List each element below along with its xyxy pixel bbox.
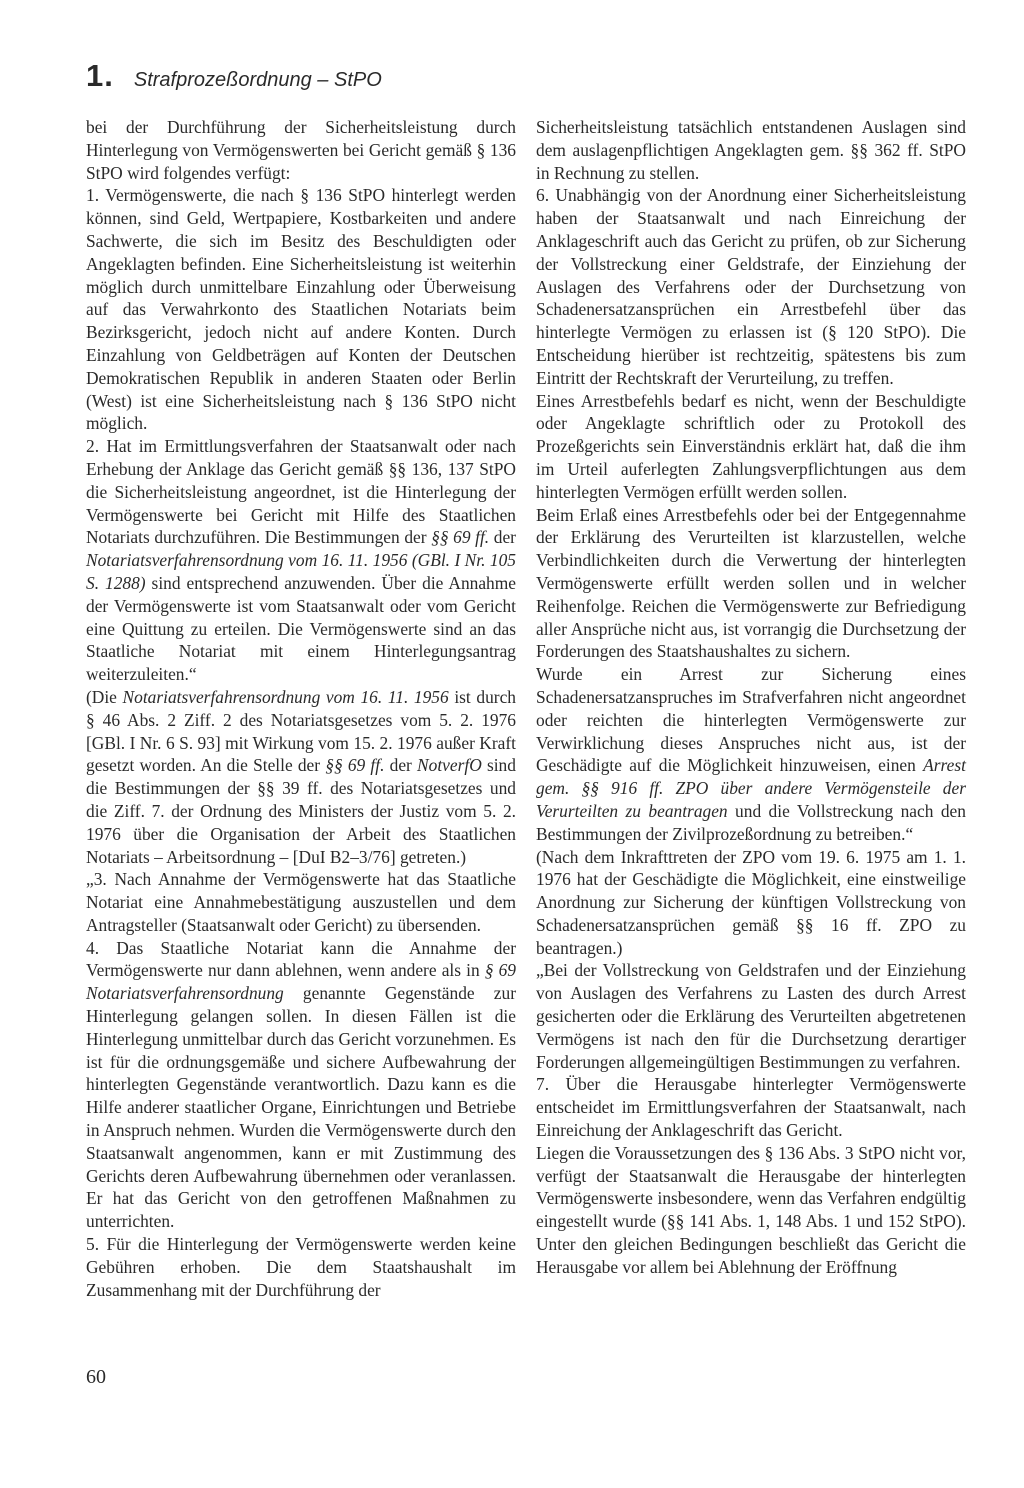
paragraph: 6. Unabhängig von der Anordnung einer Sicherheitsleistung haben der Staatsanwalt und nach Einreichung der Anklageschrift auch das Gericht zu prüfen, ob zur Sicherung der Vollstreckung einer Geldstrafe, der Einziehung der Auslagen des Verfahrens oder der Durchsetzung von Schadenersatzansprüchen ein Arrestbefehl über das hinterlegte Vermögen zu erlassen ist (§ 120 StPO). Die Entscheidung hierüber ist rechtzeitig, spätestens bis zum Eintritt der Rechtskraft der Verurteilung, zu treffen. bbox=[536, 185, 966, 388]
paragraph: Eines Arrestbefehls bedarf es nicht, wenn der Beschuldigte oder Angeklagte schriftlich oder zu Protokoll des Prozeßgerichts sein Einverständnis erklärt hat, daß die ihm im Urteil auferlegten Zahlungsverpflichtungen aus dem hinterlegten Vermögen erfüllt werden sollen. bbox=[536, 390, 966, 502]
italic-run: §§ 69 ff. bbox=[431, 527, 490, 548]
text-run: und die Vollstreckung nach den Bestimmungen der Zivilprozeßordnung zu betreiben.“ bbox=[536, 800, 966, 844]
page-number: 60 bbox=[86, 1366, 106, 1388]
chapter-title: Strafprozeßordnung – StPO bbox=[133, 69, 382, 91]
paragraph bbox=[86, 686, 516, 868]
text-run: der bbox=[493, 527, 516, 548]
left-column bbox=[86, 116, 516, 1301]
italic-run: Arrest gem. §§ 916 ff. ZPO über andere Vermögensteile der Verurteilten zu beantragen bbox=[536, 755, 966, 821]
text-run: Wurde ein Arrest zur Sicherung eines Schadenersatzanspruches im Strafverfahren nicht angeordnet oder reichten die hinterlegten Vermögenswerte zur Verwirklichung dieses Anspruches nicht aus, ist der Geschädigte auf die Möglichkeit hinzuweisen, einen bbox=[536, 664, 966, 776]
text-run: genannte Gegenstände zur Hinterlegung gelangen sollen. In diesen Fällen ist die Hinterlegung unmittelbar durch das Gericht vorzunehmen. Es ist für die ordnungsgemäße und sichere Aufbewahrung der hinterlegten Gegenstände verantwortlich. Dazu kann es die Hilfe anderer staatlicher Organe, Einrichtungen und Betriebe in Anspruch nehmen. Wurden die Vermögenswerte durch den Staatsanwalt angenommen, kann er mit Zustimmung des Gerichts deren Aufbewahrung übernehmen oder veranlassen. Er hat das Gericht von den getroffenen Maßnahmen zu unterrichten. bbox=[86, 983, 516, 1232]
text-run: der bbox=[389, 755, 412, 776]
running-header bbox=[86, 58, 382, 94]
paragraph: (Nach dem Inkrafttreten der ZPO vom 19. 6. 1975 am 1. 1. 1976 hat der Geschädigte die Möglichkeit, eine einstweilige Anordnung zur Sicherung der künftigen Vollstreckung von Schadenersatzansprüchen gemäß §§ 16 ff. ZPO zu beantragen.) bbox=[536, 846, 966, 958]
paragraph: „Bei der Vollstreckung von Geldstrafen und der Einziehung von Auslagen des Verfahrens zu Lasten des durch Arrest gesicherten oder die Erklärung des Verurteilten abgetretenen Vermögens ist nach den für die Durchsetzung derartiger Forderungen allgemeingültigen Bestimmungen zu verfahren. bbox=[536, 960, 966, 1072]
text-run: sind entsprechend anzuwenden. Über die Annahme der Vermögenswerte ist vom Staatsanwalt oder vom Gericht eine Quittung zu erteilen. Die Vermögenswerte sind an das Staatliche Notariat mit einem Hinterlegungsantrag weiterzuleiten.“ bbox=[86, 572, 516, 685]
paragraph: Sicherheitsleistung tatsächlich entstandenen Auslagen sind dem auslagenpflichtigen Angeklagten gem. §§ 362 ff. StPO in Rechnung zu stellen. bbox=[536, 117, 966, 183]
chapter-number: 1. bbox=[86, 58, 114, 93]
paragraph: Beim Erlaß eines Arrestbefehls oder bei der Entgegennahme der Erklärung des Verurteilten ist klarzustellen, welche Verbindlichkeiten durch die Verwertung der hinterlegten Vermögenswerte erfüllt werden sollen und in welcher Reihenfolge. Reichen die Vermögenswerte zur Befriedigung aller Ansprüche nicht aus, ist vorrangig die Durchsetzung der Forderungen des Staatshaushaltes zu sichern. bbox=[536, 504, 966, 662]
italic-run: Notariatsverfahrensordnung vom 16. 11. 1956 (GBl. I Nr. 105 S. 1288) bbox=[86, 550, 516, 593]
text-run: (Die bbox=[86, 686, 117, 707]
italic-run: NotverfO bbox=[417, 755, 482, 776]
paragraph bbox=[86, 435, 516, 686]
paragraph bbox=[86, 937, 516, 1233]
text-run: sind die Bestimmungen der §§ 39 ff. des Notariatsgesetzes und die Ziff. 7. der Ordnung des Ministers der Justiz vom 5. 2. 1976 über die Organisation der Arbeit des Staatlichen Notariats – Arbeitsordnung – [DuI B2–3/76] getreten.) bbox=[86, 755, 516, 867]
text-run: ist durch § 46 Abs. 2 Ziff. 2 des Notariatsgesetzes vom 5. 2. 1976 [GBl. I Nr. 6 S. 93] mit Wirkung vom 15. 2. 1976 außer Kraft gesetzt worden. An die Stelle der bbox=[86, 686, 516, 776]
paragraph: bei der Durchführung der Sicherheitsleistung durch Hinterlegung von Vermögenswerten bei Gericht gemäß § 136 StPO wird folgendes verfügt: bbox=[86, 117, 516, 183]
paragraph: 5. Für die Hinterlegung der Vermögenswerte werden keine Gebühren erhoben. Die dem Staatshaushalt im Zusammenhang mit der Durchführung der bbox=[86, 1234, 516, 1300]
paragraph: 7. Über die Herausgabe hinterlegter Vermögenswerte entscheidet im Ermittlungsverfahren der Staatsanwalt, nach Einreichung der Anklageschrift das Gericht. bbox=[536, 1074, 966, 1141]
paragraph: „3. Nach Annahme der Vermögenswerte hat das Staatliche Notariat eine Annahmebestätigung auszustellen und dem Antragsteller (Staatsanwalt oder Gericht) zu übersenden. bbox=[86, 869, 516, 935]
italic-run: § 69 Notariatsverfahrensordnung bbox=[86, 960, 516, 1004]
text-run: 2. Hat im Ermittlungsverfahren der Staatsanwalt oder nach Erhebung der Anklage das Gericht gemäß §§ 136, 137 StPO die Sicherheitsleistung angeordnet, ist die Hinterlegung der Vermögenswerte bei Gericht mit Hilfe des Staatlichen Notariats durchzuführen. Die Bestimmungen der bbox=[86, 436, 516, 548]
right-column bbox=[536, 116, 966, 1279]
paragraph bbox=[536, 663, 966, 845]
text-run: 4. Das Staatliche Notariat kann die Annahme der Vermögenswerte nur dann ablehnen, wenn andere als in bbox=[86, 937, 516, 981]
paragraph: Liegen die Voraussetzungen des § 136 Abs. 3 StPO nicht vor, verfügt der Staatsanwalt die Herausgabe der hinterlegten Vermögenswerte insbesondere, wenn das Verfahren endgültig eingestellt wurde (§§ 141 Abs. 1, 148 Abs. 1 und 152 StPO). Unter den gleichen Bedingungen beschließt das Gericht die Herausgabe vor allem bei Ablehnung der Eröffnung bbox=[536, 1142, 966, 1277]
paragraph: 1. Vermögenswerte, die nach § 136 StPO hinterlegt werden können, sind Geld, Wertpapiere, Kostbarkeiten und andere Sachwerte, die sich im Besitz des Beschuldigten oder Angeklagten befinden. Eine Sicherheitsleistung ist weiterhin möglich durch unmittelbare Einzahlung oder Überweisung auf das Verwahrkonto des Staatlichen Notariats beim Bezirksgericht, jedoch nicht auf andere Konten. Durch Einzahlung von Geldbeträgen auf Konten der Deutschen Demokratischen Republik in anderen Staaten oder Berlin (West) ist eine Sicherheitsleistung nach § 136 StPO nicht möglich. bbox=[86, 185, 516, 434]
italic-run: Notariatsverfahrensordnung vom 16. 11. 1956 bbox=[122, 686, 449, 707]
italic-run: §§ 69 ff. bbox=[325, 755, 385, 776]
